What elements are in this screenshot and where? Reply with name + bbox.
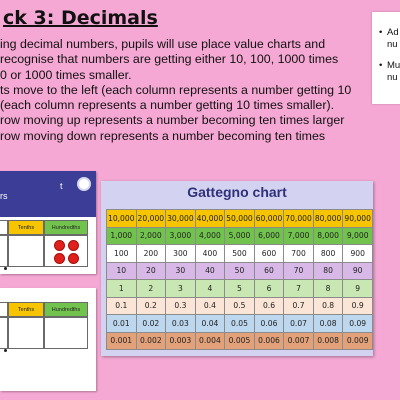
objective-text: nu xyxy=(387,71,398,83)
gattegno-cell: 0.09 xyxy=(343,315,373,333)
gattegno-cell: 10 xyxy=(107,262,137,280)
gattegno-cell: 50 xyxy=(225,262,255,280)
gattegno-chart-slide xyxy=(101,181,373,356)
slide-header xyxy=(0,171,96,217)
gattegno-row xyxy=(107,280,373,298)
decimal-point-icon xyxy=(4,267,7,270)
gattegno-cell: 0.005 xyxy=(225,332,255,350)
gattegno-cell: 30 xyxy=(166,262,196,280)
gattegno-cell: 5,000 xyxy=(225,227,255,245)
objective-item xyxy=(379,60,400,83)
gattegno-cell: 60 xyxy=(254,262,284,280)
gattegno-cell: 4 xyxy=(195,280,225,298)
gattegno-cell: 0.6 xyxy=(254,297,284,315)
page-title: ck 3: Decimals xyxy=(3,7,158,29)
gattegno-cell: 40 xyxy=(195,262,225,280)
gattegno-cell: 400 xyxy=(195,245,225,263)
place-value-cell xyxy=(44,235,88,267)
gattegno-row xyxy=(107,227,373,245)
gattegno-cell: 3 xyxy=(166,280,196,298)
text-line: row moving down represents a number becoming ten times xyxy=(0,128,326,143)
gattegno-cell: 0.08 xyxy=(313,315,343,333)
gattegno-cell: 200 xyxy=(136,245,166,263)
gattegno-cell: 800 xyxy=(313,245,343,263)
gattegno-cell: 0.3 xyxy=(166,297,196,315)
gattegno-cell: 1,000 xyxy=(107,227,137,245)
objectives-list xyxy=(372,27,400,83)
gattegno-cell: 0.8 xyxy=(313,297,343,315)
gattegno-cell: 0.008 xyxy=(313,332,343,350)
gattegno-cell: 7,000 xyxy=(284,227,314,245)
gattegno-row xyxy=(107,315,373,333)
decimal-point-icon xyxy=(4,349,7,352)
place-value-header-hundredths: Hundredths xyxy=(44,302,88,317)
place-value-header-tenths: Tenths xyxy=(8,220,44,235)
gattegno-cell: 0.9 xyxy=(343,297,373,315)
place-value-cell xyxy=(8,235,44,267)
gattegno-cell: 8,000 xyxy=(313,227,343,245)
gattegno-cell: 1 xyxy=(107,280,137,298)
gattegno-cell: 30,000 xyxy=(166,210,196,228)
school-logo-icon xyxy=(77,177,91,191)
gattegno-cell: 50,000 xyxy=(225,210,255,228)
gattegno-cell: 0.2 xyxy=(136,297,166,315)
gattegno-cell: 0.001 xyxy=(107,332,137,350)
gattegno-row xyxy=(107,262,373,280)
gattegno-cell: 0.004 xyxy=(195,332,225,350)
gattegno-cell: 0.006 xyxy=(254,332,284,350)
gattegno-row xyxy=(107,245,373,263)
place-value-slide-thumbnail xyxy=(0,171,96,274)
place-value-cell xyxy=(44,317,88,349)
gattegno-cell: 0.03 xyxy=(166,315,196,333)
gattegno-cell: 900 xyxy=(343,245,373,263)
gattegno-cell: 70,000 xyxy=(284,210,314,228)
counter-icon xyxy=(68,240,79,251)
gattegno-chart-title: Gattegno chart xyxy=(187,184,287,200)
slide-title xyxy=(0,181,63,201)
gattegno-cell: 0.02 xyxy=(136,315,166,333)
place-value-cell xyxy=(0,317,8,349)
gattegno-cell: 80 xyxy=(313,262,343,280)
gattegno-cell: 4,000 xyxy=(195,227,225,245)
counter-icon xyxy=(54,240,65,251)
text-line: recognise that numbers are getting either 10, 100, 1000 times xyxy=(0,52,339,67)
gattegno-row xyxy=(107,297,373,315)
gattegno-cell: 0.5 xyxy=(225,297,255,315)
gattegno-cell: 0.04 xyxy=(195,315,225,333)
place-value-cell xyxy=(8,317,44,349)
gattegno-cell: 60,000 xyxy=(254,210,284,228)
gattegno-cell: 600 xyxy=(254,245,284,263)
gattegno-cell: 6 xyxy=(254,280,284,298)
place-value-header-hundredths: Hundredths xyxy=(44,220,88,235)
objective-item xyxy=(379,27,400,50)
gattegno-cell: 0.007 xyxy=(284,332,314,350)
gattegno-cell: 0.07 xyxy=(284,315,314,333)
gattegno-cell: 500 xyxy=(225,245,255,263)
gattegno-cell: 70 xyxy=(284,262,314,280)
gattegno-row xyxy=(107,332,373,350)
gattegno-cell: 0.4 xyxy=(195,297,225,315)
gattegno-cell: 5 xyxy=(225,280,255,298)
gattegno-cell: 10,000 xyxy=(107,210,137,228)
place-value-header-tenths: Tenths xyxy=(8,302,44,317)
counter-icon xyxy=(68,253,79,264)
objectives-card xyxy=(372,12,400,104)
gattegno-cell: 300 xyxy=(166,245,196,263)
gattegno-chart-table xyxy=(106,209,373,350)
gattegno-cell: 0.06 xyxy=(254,315,284,333)
gattegno-cell: 0.1 xyxy=(107,297,137,315)
gattegno-cell: 90 xyxy=(343,262,373,280)
gattegno-cell: 9 xyxy=(343,280,373,298)
place-value-cell xyxy=(0,235,8,267)
place-value-slide-thumbnail xyxy=(0,288,96,391)
gattegno-cell: 2,000 xyxy=(136,227,166,245)
gattegno-row xyxy=(107,210,373,228)
gattegno-cell: 2 xyxy=(136,280,166,298)
gattegno-cell: 90,000 xyxy=(343,210,373,228)
objective-text: Ad xyxy=(387,27,399,38)
gattegno-cell: 6,000 xyxy=(254,227,284,245)
gattegno-cell: 0.05 xyxy=(225,315,255,333)
gattegno-cell: 80,000 xyxy=(313,210,343,228)
gattegno-cell: 7 xyxy=(284,280,314,298)
text-line: ts move to the left (each column represents a number getting 10 xyxy=(0,82,352,97)
gattegno-cell: 20 xyxy=(136,262,166,280)
gattegno-cell: 0.7 xyxy=(284,297,314,315)
slide-title-line: t xyxy=(60,181,63,191)
gattegno-cell: 0.01 xyxy=(107,315,137,333)
objective-text: nu xyxy=(387,38,398,50)
gattegno-cell: 0.002 xyxy=(136,332,166,350)
place-value-header-ones xyxy=(0,220,8,235)
gattegno-cell: 0.003 xyxy=(166,332,196,350)
gattegno-cell: 9,000 xyxy=(343,227,373,245)
gattegno-cell: 8 xyxy=(313,280,343,298)
gattegno-cell: 100 xyxy=(107,245,137,263)
place-value-header-ones xyxy=(0,302,8,317)
gattegno-cell: 20,000 xyxy=(136,210,166,228)
gattegno-cell: 3,000 xyxy=(166,227,196,245)
counter-icon xyxy=(54,253,65,264)
text-line: ing decimal numbers, pupils will use place value charts and xyxy=(0,37,326,51)
text-line: 0 or 1000 times smaller. xyxy=(0,67,132,82)
slide-title-line: rs xyxy=(0,191,8,201)
text-line: row moving up represents a number becoming ten times larger xyxy=(0,113,345,128)
objective-text: Mu xyxy=(387,60,400,71)
gattegno-cell: 700 xyxy=(284,245,314,263)
gattegno-cell: 0.009 xyxy=(343,332,373,350)
text-line: (each column represents a number getting 10 times smaller). xyxy=(0,98,335,113)
gattegno-cell: 40,000 xyxy=(195,210,225,228)
lesson-text xyxy=(0,37,362,144)
